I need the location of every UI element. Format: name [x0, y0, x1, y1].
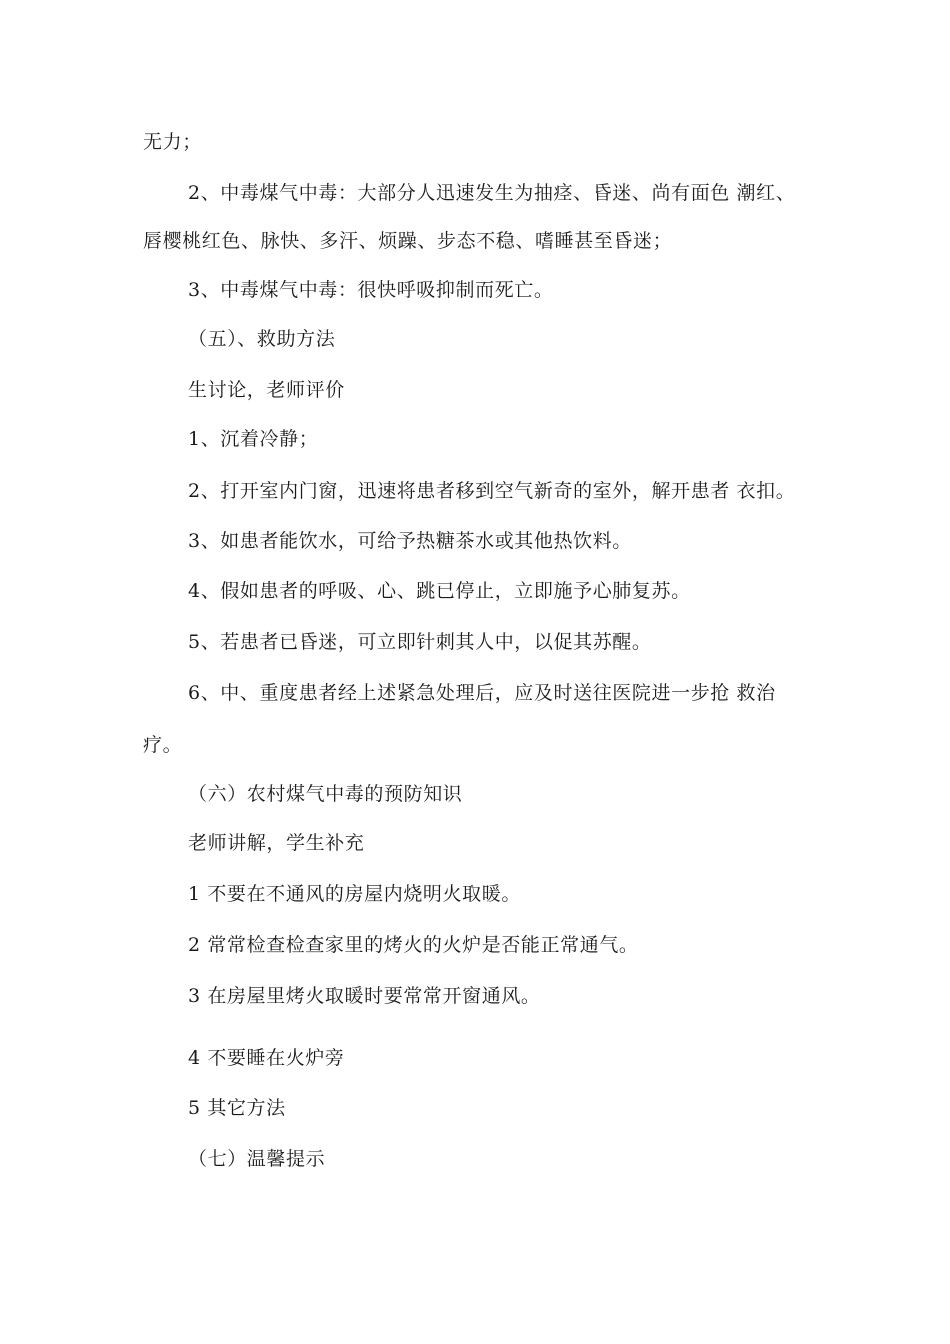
section-heading: （七）温馨提示 [188, 1148, 326, 1170]
text-line: 3、如患者能饮水，可给予热糖茶水或其他热饮料。 [188, 530, 632, 552]
text-line: 2、打开室内门窗，迅速将患者移到空气新奇的室外，解开患者 衣扣。 [188, 480, 796, 502]
text-line: 2 常常检查检查家里的烤火的火炉是否能正常通气。 [188, 934, 639, 956]
text-line: 生讨论，老师评价 [188, 379, 345, 401]
text-line: 1、沉着冷静； [188, 428, 319, 450]
text-line: 5、若患者已昏迷，可立即针刺其人中，以促其苏醒。 [188, 631, 652, 653]
text-line: 3、中毒煤气中毒：很快呼吸抑制而死亡。 [188, 279, 554, 301]
text-line: 5 其它方法 [188, 1097, 286, 1119]
text-line: 2、中毒煤气中毒：大部分人迅速发生为抽痉、昏迷、尚有面色 潮红、 [188, 182, 796, 204]
text-line: 3 在房屋里烤火取暖时要常常开窗通风。 [188, 985, 541, 1007]
text-line: 6、中、重度患者经上述紧急处理后，应及时送往医院进一步抢 救治 [188, 682, 776, 704]
text-line: 无力； [143, 131, 202, 153]
section-heading: （六）农村煤气中毒的预防知识 [188, 783, 463, 805]
text-line: 1 不要在不通风的房屋内烧明火取暖。 [188, 883, 521, 905]
text-line: 4 不要睡在火炉旁 [188, 1047, 345, 1069]
text-line: 老师讲解，学生补充 [188, 832, 365, 854]
text-line: 唇樱桃红色、脉快、多汗、烦躁、步态不稳、嗜睡甚至昏迷； [143, 230, 673, 252]
text-line: 4、假如患者的呼吸、心、跳已停止，立即施予心肺复苏。 [188, 580, 691, 602]
text-line: 疗。 [143, 734, 183, 756]
section-heading: （五）、救助方法 [188, 328, 336, 350]
